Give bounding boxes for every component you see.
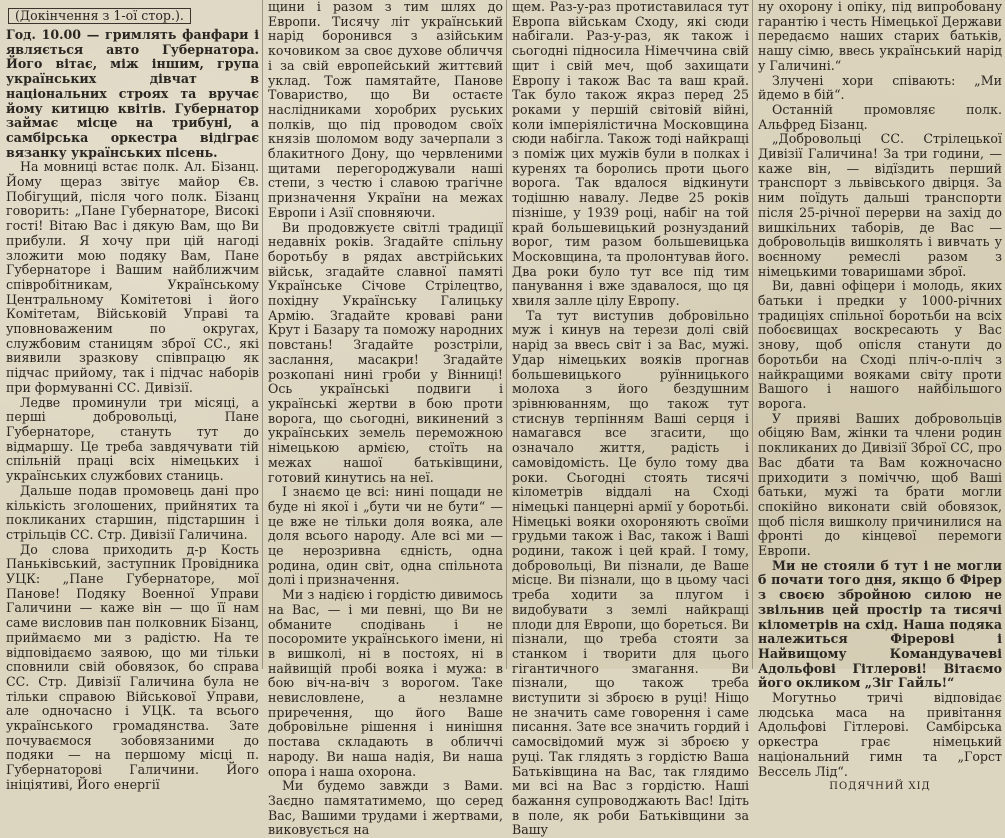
paragraph: щини і разом з тим шлях до Европи. Тисячу літ український нарід боронився з азійським кочовиком за своє духове обличчя і за свій европейський життєвий уклад. Тож памятайте, Панове Товариство, що Ви остаєте наслідниками хоробрих руських полків, що під проводом своїх князів шоломом воду зачерпали з блакитного Дону, що червленими щитами перегороджували нашi степи, з честю і славою трагічне призначення України на межах Европи і Азії сповняючи. [268,0,503,220]
paragraph: Дальше подав промовець дані про кількість зголошених, прийнятих та покликаних старшин, підстаршин і стрільців СС. Стр. Дивізії Галичина. [6,482,259,542]
paragraph: На мовниці встає полк. Ал. Бізанц. Йому щераз звітує майор Єв. Побігущий, після чого полк. Бізанц говорить: „Пане Губернаторе, Високі гості! Вітаю Вас і дякую Вам, що Ви прибули. Я хочу при цій нагоді зложити мою подяку Вам, Пане Губернаторе і Вашим найближчим співробітникам, Українському Центральному Комітетові і його Комітетам, Військовій Управі та уповноваженим по округах, службовим станицям зброї СС., які виявили зразкову співпрацю як підчас прийому, так і підчас наборів при формуванні СС. Дивізії. [6,159,259,395]
paragraph: Ми будемо завжди з Вами. Заєдно памятатимемо, що серед Вас, Вашими трудами і жертвами, виковується на [268,778,503,838]
column-4 [752,0,1005,793]
paragraph: Злучені хори співають: „Ми йдемо в бій“. [758,72,1002,103]
paragraph: Та тут виступив добровільно муж і кинув на терези долі свій нарід за ввесь світ і за Вас, мужі. Удар німецьких вояків прогнав большевицького руїнницького молоха з його бездушним зрівнюванням, що також тут стиснув терпінням Ваші серця і намагався все згасити, що означало життя, радість і самовідомість. Це було тому два роки. Сьогодні стоять тисячі кілометрів віддалі на Сході німецькі панцерні армії у боротьбі. Німецькі вояки охороняють своїми грудьми також і Вас, також і Ваші родини, також і цей край. І тому, добровольці, Ви пізнали, де Ваше місце. Ви пізнали, що в цьому часі треба ходити за плугом і видобувати з землі найкращі плоди для Европи, що бореться. Ви пізнали, що треба стояти за станком і творити для цього гігантичного змагання. Ви пізнали, що також треба виступити зі зброєю в руці! Ніщо не значить саме говорення і саме писання. Зате все значить гордий і самосвідомий муж зі зброєю у руці. Так глядять з гордістю Ваша Батьківщина на Вас, так глядимо ми всі на Вас з гордістю. Наші бажання супроводжають Вас! Ідіть в поле, як роби Батьківщини за Вашу [512,307,749,838]
continuation-note: (Докінчення з 1-ої стор.). [8,8,191,24]
paragraph: Ви, давні офіцери і молодь, яких батьки і предки у 1000-річних традиціях спільної боротьби на всіх побоєвищах воскресають у Вас знову, щоб опісля станути до боротьби на Сході пліч-о-пліч з найкращими вояками світу проти Вашого і нашого найбільшого ворога. [758,278,1002,411]
paragraph: Могутньо тричі відповідає людська маса на привітання Адольфові Гітлерові. Самбірська оркестра грає німецький національний гимн та „Горст Вессель Лід“. [758,690,1002,779]
paragraph: Ви продовжуєте світлі традиції недавніх років. Згадайте спільну боротьбу в рядах австрійських військ, згадайте славної памяті Українське Січове Стрілецтво, похідну Українську Галицьку Армію. Згадайте кроваві рани Крут і Базару та поможу народних повстань! Згадайте розстріли, заслання, масакри! Згадайте розкопані нині гроби у Вінниці! Ось українські подвиги і українські жертви в бою проти ворога, що сьогодні, викинений з українських земель переможною німецькою армією, стоїть на межах нашої батьківщини, готовий кинутись на неї. [268,219,503,485]
paragraph: І знаємо це всі: нині пощади не буде ні якої і „бути чи не бути“ — це вже не тільки доля вояка, але доля всього народу. Але всі ми — це нерозривна єдність, одна родина, один світ, одна спільнота долі і призначення. [268,484,503,588]
column-2 [262,0,506,838]
paragraph: У прияві Ваших добровольців обіцяю Вам, жінки та члени родин покликаних до Дивізії Зброї СС, про Вас дбати та Вам кожночасно приходити з поміччю, щоб Ваші батьки, мужі та брати могли спокійно виконати свій обовязок, щоб після вишколу причинилися на фронті до кінцевої перемоги Европи. [758,410,1002,559]
section-heading: ПОДЯЧНИЙ ХІД [829,781,931,793]
paragraph: Ми не стояли б тут і не могли б почати того дня, якщо б Фірер з своєю збройною силою не звільнив цей простір та тисячі кілометрів на схід. Наша подяка належиться Фірерові і Найвищому Командувачеві Адольфові Гітлерові! Вітаємо його окликом „Зіг Гайль!“ [758,557,1002,691]
paragraph: Останній промовляє полк. Альфред Бізанц. [758,101,1002,132]
paragraph: Ми з надією і гордістю дивимось на Вас, — і ми певні, що Ви не обманите сподівань і не посоромите українського імени, ні в вишколі, ні в постоях, ні в найвищій пробі вояка і мужа: в бою віч-на-віч з ворогом. Таке невисловлене, а незламне приречення, що його Ваше добровільне рішення і нинішня постава складають в обличчі народу. Ви наша надія, Ви наша опора і наша охорона. [268,587,503,779]
paragraph: „Добровольці СС. Стрілецької Дивізії Галичина! За три години, — каже він, — відїздить перший транспорт з львівського двірця. За ним поїдуть дальші транспорти після 25-річної перерви на захід до вишкільних таборів, де Вас — добровольців вишколять і вивчать у воєнному ремеслі разом з німецькими товаришами зброї. [758,131,1002,279]
paragraph: Ледве проминули три місяці, а перші добровольці, Пане Губернаторе, стануть тут до відмаршу. Це треба завдячувати тій спільній праці всіх німецьких і українських службових станиць. [6,394,259,484]
paragraph: ну охорону і опіку, під випробовану гарантію і честь Німецької Держави передаємо наших старих батьків, нашу сімю, ввесь український нарід у Галичині.“ [758,0,1002,73]
column-1 [0,0,262,792]
paragraph: До слова приходить д-р Кость Паньківський, заступник Провідника УЦК: „Пане Губернаторе, мої Панове! Подяку Военної Управи Галичини — каже він — що її нам саме висловив пан полковник Бізанц, приймаємо ми з радістю. На те відповідаємо заявою, що ми тільки сповнили свій обовязок, бо справа СС. Стр. Дивізії Галичина була не тільки справою Військової Управи, але одночасно і УЦК. та всього українського громадянства. Зате почуваємося зобовязаними до подяки — на першому місці п. Губернаторові Галичини. Його ініціятиві, Його енергії [6,541,259,792]
paragraph: Год. 10.00 — гримлять фанфари і являється авто Губернатора. Його вітає, між іншим, група українських дівчат в національних строях та вручає йому китицю квітів. Губернатор займає місце на трибуні, а самбірська оркестра відіграє вязанку українських пісень. [6,27,259,160]
paragraph: щем. Раз-у-раз протиставилася тут Европа військам Сходу, які сюди набігали. Раз-у-раз, як також і сьогодні підносила Німеччина свій щит і свій меч, щоб захищати Европу і також Вас та ваш край. Так було також якраз перед 25 роками у першій світовій війні, коли імперіялістична Московщина сюди набігла. Також тоді найкращі з поміж цих мужів були в полках і куренях та боролись проти цього ворога. Так вдалося відкинути тодішню навалу. Ледве 25 років пізніше, у 1939 році, набіг на той край большевицький рознузданий ворог, тим разом большевицька Московщина, та пролонтував його. Два роки було тут все під тим панування і вже здавалося, що ця хвиля залле цілу Европу. [512,0,749,309]
column-3 [506,0,752,838]
